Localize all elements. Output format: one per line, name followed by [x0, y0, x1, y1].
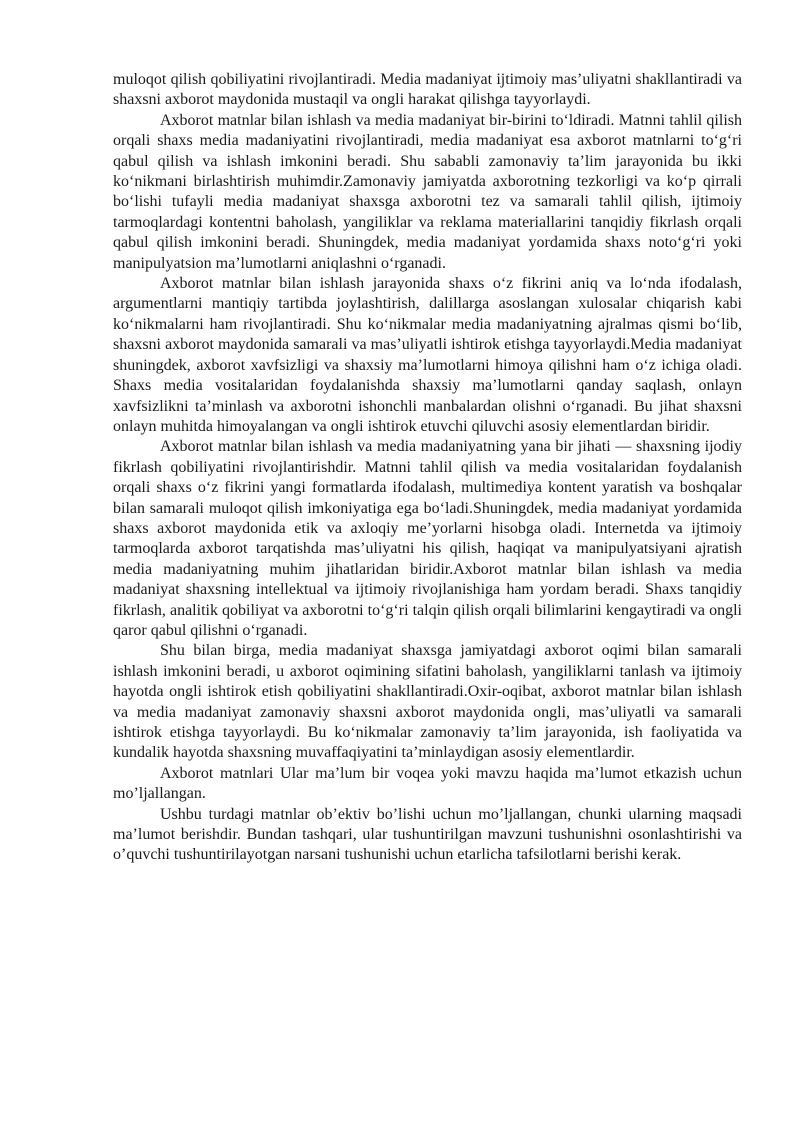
paragraph-1: muloqot qilish qobiliyatini rivojlantiradi. Media madaniyat ijtimoiy mas’uliyatni shakllantiradi va shaxsni axborot maydonida mustaqil va ongli harakat qilishga tayyorlaydi.: [113, 71, 742, 109]
paragraph-3: Axborot matnlar bilan ishlash jarayonida shaxs o‘z fikrini aniq va lo‘nda ifodalash, argumentlarni mantiqiy tartibda joylashtirish, dalillarga asoslangan xulosalar chiqarish kabi ko‘nikmalarni ham rivojlantiradi. Shu ko‘nikmalar media madaniyatning ajralmas qismi bo‘lib, shaxsni axborot maydonida samarali va mas’uliyatli ishtirok etishga tayyorlaydi.Media madaniyat shuningdek, axborot xavfsizligi va shaxsiy ma’lumotlarni himoya qilishni ham o‘z ichiga oladi. Shaxs media vositalaridan foydalanishda shaxsiy ma’lumotlarni qanday saqlash, onlayn xavfsizlikni ta’minlash va axborotni ishonchli manbalardan olishni o‘rganadi. Bu jihat shaxsni onlayn muhitda himoyalangan va ongli ishtirok etuvchi qiluvchi asosiy elementlardan biridir.: [113, 275, 742, 435]
paragraph-6: Axborot matnlari Ular ma’lum bir voqea yoki mavzu haqida ma’lumot etkazish uchun mo’ljallangan.: [113, 764, 742, 803]
document-page: [113, 70, 742, 866]
paragraph-5: Shu bilan birga, media madaniyat shaxsga jamiyatdagi axborot oqimi bilan samarali ishlash imkonini beradi, u axborot oqimining sifatini baholash, yangiliklarni tanlash va ijtimoiy hayotda ongli ishtirok etish qobiliyatini shakllantiradi.Oxir-oqibat, axborot matnlar bilan ishlash va media madaniyat zamonaviy shaxsni axborot maydonida ongli, mas’uliyatli va samarali ishtirok etishga tayyorlaydi. Bu ko‘nikmalar zamonaviy ta’lim jarayonida, ish faoliyatida va kundalik hayotda shaxsning muvaffaqiyatini ta’minlaydigan asosiy elementlardir.: [113, 642, 742, 762]
paragraph-2: Axborot matnlar bilan ishlash va media madaniyat bir-birini to‘ldiradi. Matnni tahlil qilish orqali shaxs media madaniyatini rivojlantiradi, media madaniyat esa axborot matnlarni to‘g‘ri qabul qilish va ishlash imkonini beradi. Shu sababli zamonaviy ta’lim jarayonida bu ikki ko‘nikmani birlashtirish muhimdir.Zamonaviy jamiyatda axborotning tezkorligi va ko‘p qirrali bo‘lishi tufayli media madaniyat shaxsga axborotni tez va samarali tahlil qilish, ijtimoiy tarmoqlardagi kontentni baholash, yangiliklar va reklama materiallarini tanqidiy fikrlash orqali qabul qilish imkonini beradi. Shuningdek, media madaniyat yordamida shaxs noto‘g‘ri yoki manipulyatsion ma’lumotlarni aniqlashni o‘rganadi.: [113, 111, 742, 272]
paragraph-4: Axborot matnlar bilan ishlash va media madaniyatning yana bir jihati — shaxsning ijodiy fikrlash qobiliyatini rivojlantirishdir. Matnni tahlil qilish va media vositalaridan foydalanish orqali shaxs o‘z fikrini yangi formatlarda ifodalash, multimediya kontent yaratish va boshqalar bilan samarali muloqot qilish imkoniyatiga ega bo‘ladi.Shuningdek, media madaniyat yordamida shaxs axborot maydonida etik va axloqiy me’yorlarni hisobga oladi. Internetda va ijtimoiy tarmoqlarda axborot tarqatishda mas’uliyatni his qilish, haqiqat va manipulyatsiyani ajratish media madaniyatning muhim jihatlaridan biridir.Axborot matnlar bilan ishlash va media madaniyat shaxsning intellektual va ijtimoiy rivojlanishiga ham yordam beradi. Shaxs tanqidiy fikrlash, analitik qobiliyat va axborotni to‘g‘ri talqin qilish orqali bilimlarini kengaytiradi va ongli qaror qabul qilishni o‘rganadi.: [113, 438, 742, 639]
paragraph-7: Ushbu turdagi matnlar ob’ektiv bo’lishi uchun mo’ljallangan, chunki ularning maqsadi ma’lumot berishdir. Bundan tashqari, ular tushuntirilgan mavzuni tushunishni osonlashtirishi va o’quvchi tushuntirilayotgan narsani tushunishi uchun etarlicha tafsilotlarni berishi kerak.: [113, 805, 742, 864]
